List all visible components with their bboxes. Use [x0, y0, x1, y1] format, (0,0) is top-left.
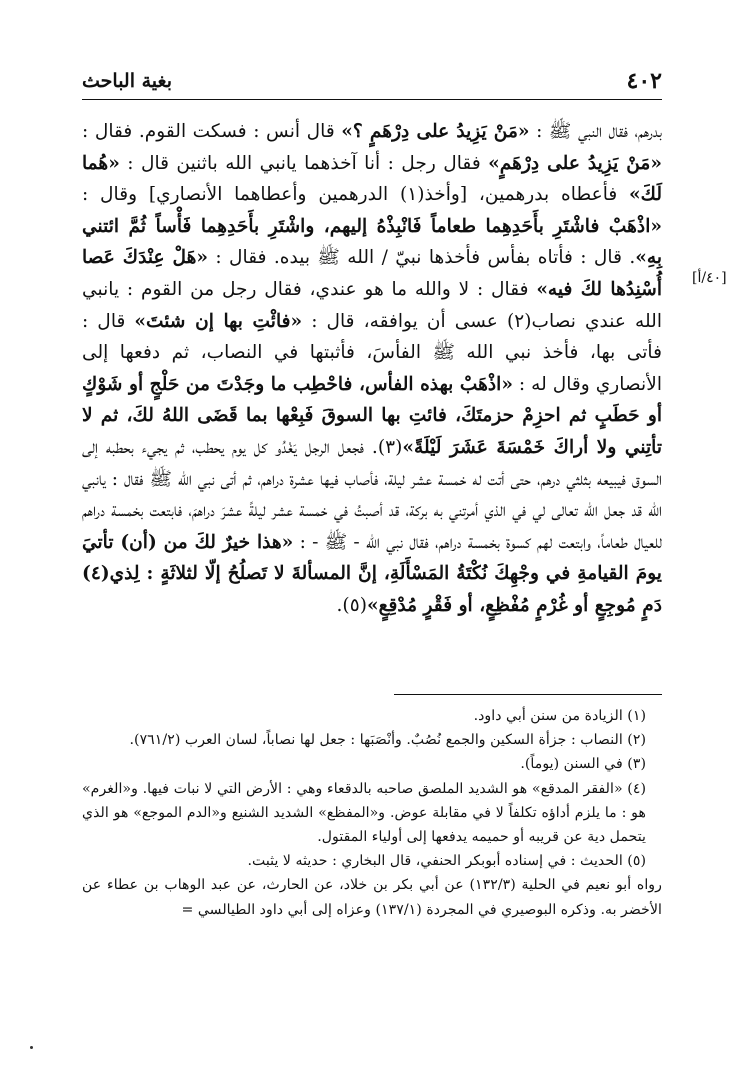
- quoted-speech: «اذْهَبْ بهذه الفأس، فاحْطِب ما وجَدْتَ من حَلْجٍ أو شَوْكٍ أو حَطَبٍ ثم احزِمْ حزمتَكَ، فائتِ بها السوقَ فَبِعْها بما قَضَى اللهُ لكَ، ثم لا تأتِني ولا أراكَ خَمْسَةَ عَشَرَ لَيْلَةً»: [82, 373, 662, 458]
- text-segment: قال : فأتى بها، فأخذ نبي الله ﷺ الفأسَ، فأثبتها في النصاب، ثم دفعها إلى الأنصاري وقال له :: [82, 310, 662, 395]
- page-speck: [30, 1046, 33, 1049]
- text-segment: (٣). فجعل الرجل يَغْدُو كل يوم يحطب، ثم يجيء بحطبه إلى السوق فيبيعه بثلثي درهم، حتى أتت له خمسة عشر ليلة، فأصاب فيها عشرة دراهم، ثم أتى نبي الله ﷺ فقال : يانبي الله قد جعل الله تعالى لي في الذي أمرتني به بركة، قد أصبتُ في خمسة عشر ليلةً عشرَ دراهمَ، فابتعت بخمسة دراهم للعيال طعاماً، وابتعت لهم كسوة بخمسة دراهم، فقال نبي الله - ﷺ - :: [82, 436, 662, 553]
- quoted-speech: «هذا خيرٌ لكَ من (أن) تأتيَ يومَ القيامةِ في وجْهِكَ نُكْتَةُ المَسْأَلَةِ، إنَّ المسألةَ لا تَصلُحُ إلّا لثلاثَةٍ : لِذي(٤) دَمٍ مُوجِعٍ أو غُرْمٍ مُفْظِعٍ، أو فَقْرٍ مُدْقِعٍ»: [82, 531, 662, 616]
- running-title: بغية الباحث: [82, 70, 172, 92]
- quoted-speech: «اذْهَبْ فاشْتَرِ بأَحَدِهِما طعاماً فَانْبِذْهُ إليهم، واشْتَرِ بأَحَدِهِما فَأْساً ثُمَّ ائتني بِهِ»: [82, 215, 663, 269]
- quoted-speech: «هُما لَكَ»: [82, 152, 663, 206]
- text-segment: فقال : لا والله ما هو عندي، فقال رجل من القوم : يانبي الله عندي نصاب(٢) عسى أن يوافقه، قال :: [82, 278, 662, 332]
- main-text: [82, 116, 662, 622]
- quoted-speech: «مَنْ يَزِيدُ على دِرْهَمٍ ؟»: [341, 121, 530, 142]
- text-segment: (٥).: [336, 594, 367, 616]
- footnotes: [82, 704, 662, 922]
- quoted-speech: «هَلْ عِنْدَكَ عَصا أُسْنِدُها لكَ فيه»: [82, 247, 663, 300]
- footnote-5: (٥) الحديث : في إسناده أبوبكر الحنفي، قال البخاري : حديثه لا يثبت.: [247, 853, 646, 870]
- page-header: [82, 68, 662, 96]
- quoted-speech: «فائْتِ بها إن شئتَ»: [134, 310, 303, 332]
- footnote-separator: [394, 694, 662, 695]
- header-rule: [82, 99, 662, 100]
- quoted-speech: «مَنْ يَزِيدُ على دِرْهَمٍ»: [488, 152, 662, 174]
- text-segment: فقال رجل : أنا آخذهما يانبي الله باثنين قال :: [119, 152, 489, 174]
- text-segment: قال أنس : فسكت القوم. فقال :: [82, 121, 342, 142]
- hadith-paragraph: [82, 116, 662, 622]
- footnote-1: (١) الزيادة من سنن أبي داود.: [473, 708, 646, 724]
- text-segment: بدرهم، فقال النبي ﷺ :: [529, 121, 662, 142]
- footnote-3: (٣) في السنن (يوماً).: [520, 756, 646, 773]
- footnote-4: (٤) «الفقر المدقع» هو الشديد الملصق صاحبه بالدقعاء وهي : الأرض التي لا نبات فيها. و«الغرم» هو : ما يلزم أداؤه تكلفاً لا في مقابلة عوض. و«المفظع» الشديد الشنيع و«الدم الموجع» هو الذي يتحمل دية عن قريبه أو حميمه يدفعها إلى أولياء المقتول.: [82, 780, 646, 846]
- footnote-5-continuation: رواه أبو نعيم في الحلية (١٣٢/٣) عن أبي بكر بن خلاد، عن الحارث، عن عبد الوهاب بن عطاء عن الأخضر به. وذكره البوصيري في المجردة (١٣٧/١) وعزاه إلى أبي داود الطيالسي =: [82, 877, 662, 918]
- manuscript-folio-marker: [٤٠/أ]: [692, 270, 727, 286]
- page-number: ٤٠٢: [626, 68, 662, 94]
- text-segment: . قال : فأتاه بفأس فأخذها نبيّ / الله ﷺ بيده. فقال :: [208, 247, 636, 269]
- text-segment: فأعطاه بدرهمين، [وأخذ(١) الدرهمين وأعطاهما الأنصاري] وقال :: [82, 184, 630, 206]
- footnote-2: (٢) النصاب : جزأة السكين والجمع نُصُبٌ. وأنْصَبَها : جعل لها نصاباً، لسان العرب (٧٦١/٢).: [129, 732, 646, 749]
